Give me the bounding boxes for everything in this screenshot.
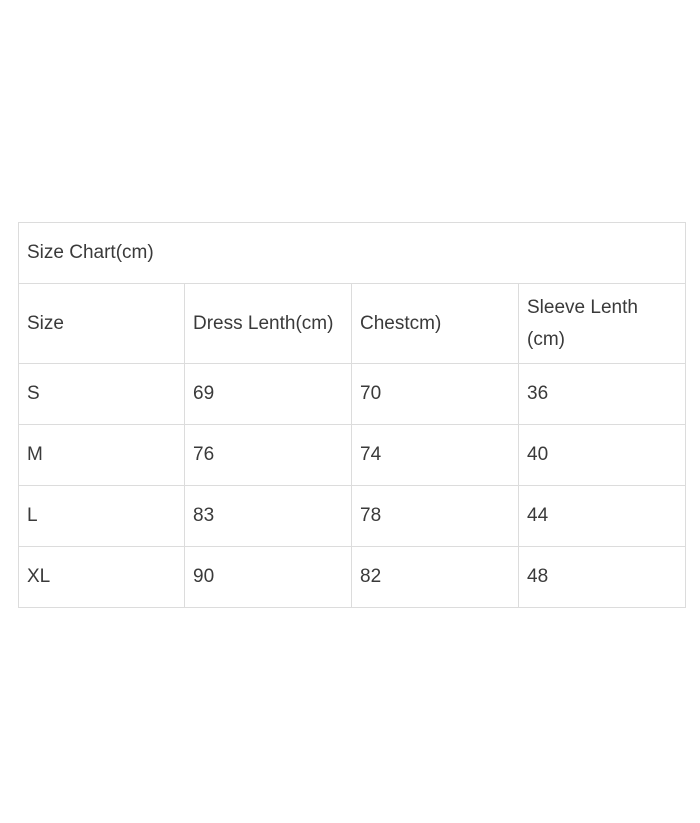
cell-chest: 70 [352,364,519,425]
table-row [19,486,686,547]
table-row [19,364,686,425]
size-chart-table [18,222,686,608]
table-row [19,547,686,608]
cell-dress-length: 69 [185,364,352,425]
cell-dress-length: 83 [185,486,352,547]
table-title: Size Chart(cm) [19,223,686,284]
header-row [19,284,686,364]
header-chest: Chestcm) [352,284,519,364]
cell-dress-length: 76 [185,425,352,486]
cell-size: S [19,364,185,425]
cell-size: XL [19,547,185,608]
cell-sleeve-length: 48 [519,547,686,608]
cell-chest: 78 [352,486,519,547]
cell-sleeve-length: 40 [519,425,686,486]
header-dress-length: Dress Lenth(cm) [185,284,352,364]
cell-size: M [19,425,185,486]
cell-size: L [19,486,185,547]
cell-sleeve-length: 36 [519,364,686,425]
table-row [19,425,686,486]
title-row [19,223,686,284]
cell-sleeve-length: 44 [519,486,686,547]
cell-chest: 74 [352,425,519,486]
header-size: Size [19,284,185,364]
cell-dress-length: 90 [185,547,352,608]
header-sleeve-length: Sleeve Lenth (cm) [519,284,686,364]
cell-chest: 82 [352,547,519,608]
